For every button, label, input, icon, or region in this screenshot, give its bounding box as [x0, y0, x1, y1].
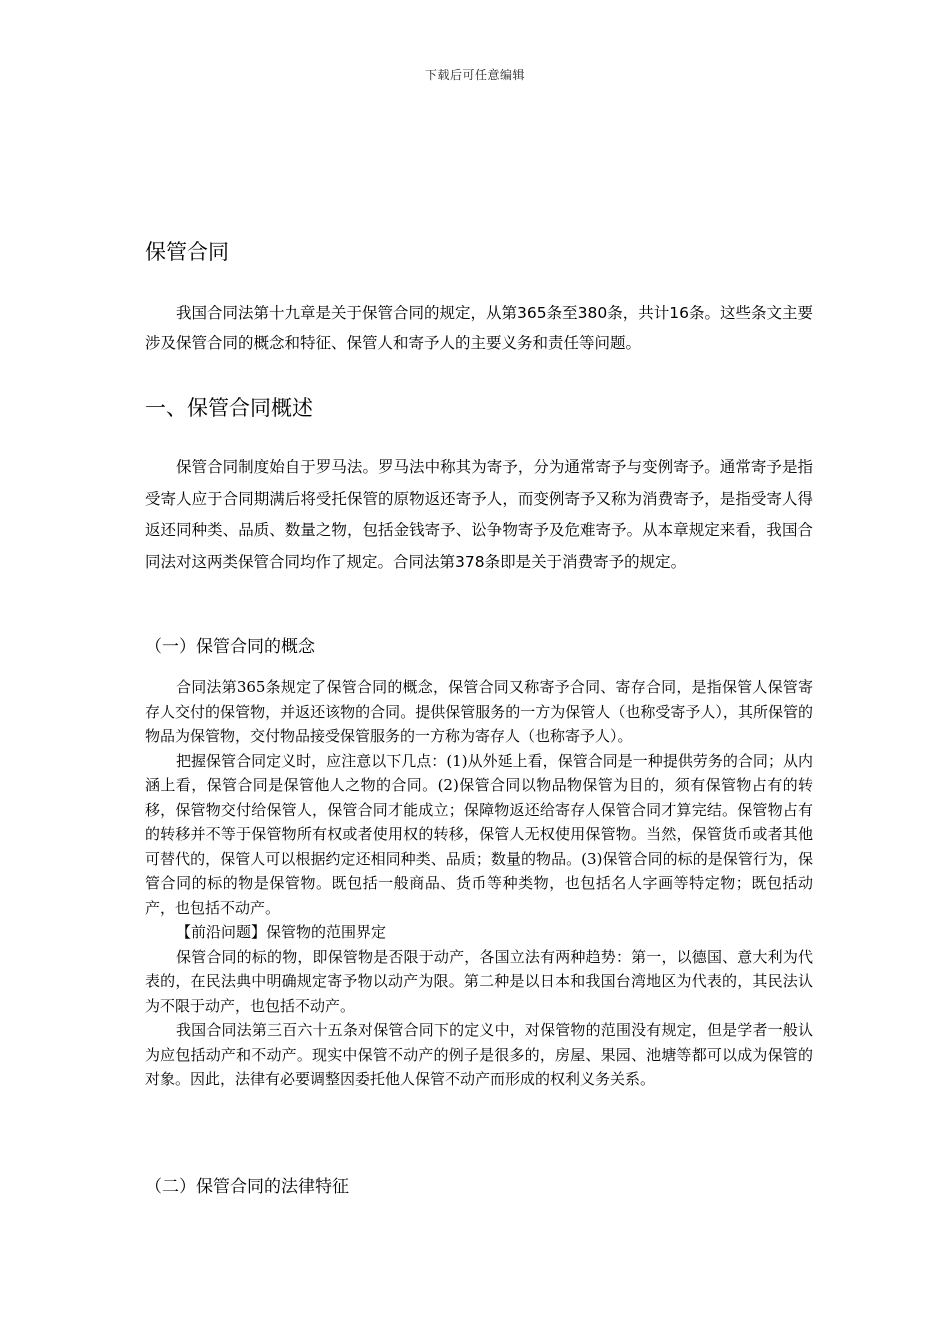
section-heading-overview: 一、保管合同概述: [145, 396, 313, 420]
subsection-heading-legal-features: （二）保管合同的法律特征: [145, 1177, 349, 1197]
concept-paragraph-definition: 合同法第365条规定了保管合同的概念，保管合同又称寄予合同、寄存合同，是指保管人保管寄存人交付的保管物，并返还该物的合同。提供保管服务的一方为保管人（也称受寄予人），其所保管的物品为保管物，交付物品接受保管服务的一方称为寄存人（也称寄予人）。: [145, 678, 813, 745]
frontier-issue-label: 【前沿问题】保管物的范围界定: [176, 923, 387, 941]
concept-paragraph-scope: 保管合同的标的物，即保管物是否限于动产，各国立法有两种趋势：第一，以德国、意大利为代表的，在民法典中明确规定寄予物以动产为限。第二种是以日本和我国台湾地区为代表的，其民法认为不限于动产，也包括不动产。: [145, 947, 813, 1015]
overview-paragraph: 保管合同制度始自于罗马法。罗马法中称其为寄予，分为通常寄予与变例寄予。通常寄予是指受寄人应于合同期满后将受托保管的原物返还寄予人，而变例寄予又称为消费寄予，是指受寄人得返还同种类、品质、数量之物，包括金钱寄予、讼争物寄予及危难寄予。从本章规定来看，我国合同法对这两类保管合同均作了规定。合同法第378条即是关于消费寄予的规定。: [145, 458, 813, 571]
concept-paragraph-points: 把握保管合同定义时，应注意以下几点：(1)从外延上看，保管合同是一种提供劳务的合同；从内涵上看，保管合同是保管他人之物的合同。(2)保管合同以物品物保管为目的，须有保管物占有的转移，保管物交付给保管人，保管合同才能成立；保障物返还给寄存人保管合同才算完结。保管物占有的转移并不等于保管物所有权或者使用权的转移，保管人无权使用保管物。当然，保管货币或者其他可替代的，保管人可以根据约定还相同种类、品质；数量的物品。(3)保管合同的标的是保管行为，保管合同的标的物是保管物。既包括一般商品、货币等种类物，也包括名人字画等特定物；既包括动产，也包括不动产。: [145, 751, 813, 917]
concept-body: [145, 675, 813, 1092]
concept-paragraph-china-law: 我国合同法第三百六十五条对保管合同下的定义中，对保管物的范围没有规定，但是学者一般认为应包括动产和不动产。现实中保管不动产的例子是很多的，房屋、果园、池塘等都可以成为保管的对象。因此，法律有必要调整因委托他人保管不动产而形成的权利义务关系。: [145, 1021, 813, 1088]
header-note: 下载后可任意编辑: [424, 68, 525, 82]
document-title: 保管合同: [145, 240, 229, 264]
intro-paragraph: 我国合同法第十九章是关于保管合同的规定，从第365条至380条，共计16条。这些条文主要涉及保管合同的概念和特征、保管人和寄予人的主要义务和责任等问题。: [145, 304, 813, 352]
subsection-heading-concept: （一）保管合同的概念: [145, 637, 315, 657]
